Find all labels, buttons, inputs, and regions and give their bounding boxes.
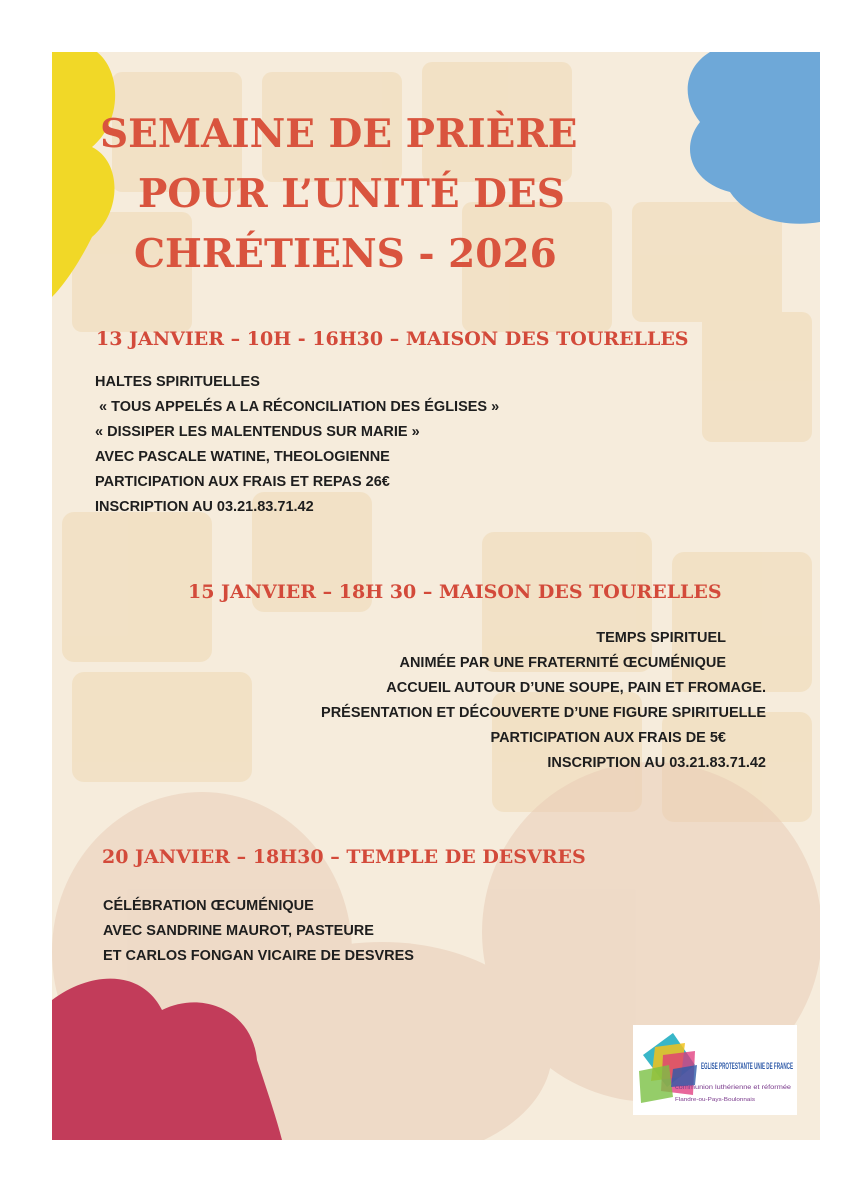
event-1-header: 13 JANVIER – 10H - 16H30 – MAISON DES TOURELLES bbox=[96, 328, 689, 350]
event-2-line: TEMPS SPIRITUEL bbox=[596, 630, 726, 646]
event-3-line: ET CARLOS FONGAN VICAIRE DE DESVRES bbox=[103, 948, 414, 964]
event-1-line: « TOUS APPELÉS A LA RÉCONCILIATION DES ÉGLISES » bbox=[95, 399, 500, 415]
event-3-details bbox=[103, 894, 414, 969]
logo-region: Flandre-ou-Pays-Boulonnais bbox=[675, 1097, 756, 1103]
event-2-line: ACCUEIL AUTOUR D’UNE SOUPE, PAIN ET FROMAGE. bbox=[386, 680, 766, 696]
event-1-line: INSCRIPTION AU 03.21.83.71.42 bbox=[95, 499, 314, 515]
event-2-line: INSCRIPTION AU 03.21.83.71.42 bbox=[547, 755, 766, 771]
event-1-details bbox=[95, 370, 499, 520]
title-line-1: SEMAINE DE PRIÈRE bbox=[100, 111, 578, 157]
epudf-logo bbox=[633, 1025, 797, 1115]
event-3-line: CÉLÉBRATION ŒCUMÉNIQUE bbox=[103, 898, 314, 914]
poster bbox=[52, 52, 820, 1140]
event-1-line: HALTES SPIRITUELLES bbox=[95, 374, 260, 390]
event-2-header: 15 JANVIER – 18H 30 – MAISON DES TOURELLES bbox=[188, 581, 722, 603]
event-2-line: PRÉSENTATION ET DÉCOUVERTE D’UNE FIGURE SPIRITUELLE bbox=[321, 705, 766, 721]
event-2-line: PARTICIPATION AUX FRAIS DE 5€ bbox=[490, 730, 726, 746]
title-line-2: POUR L’UNITÉ DES bbox=[138, 171, 565, 217]
magenta-blob bbox=[52, 970, 292, 1140]
title-line-3: CHRÉTIENS - 2026 bbox=[134, 231, 557, 277]
event-3-line: AVEC SANDRINE MAUROT, PASTEURE bbox=[103, 923, 374, 939]
event-1-line: AVEC PASCALE WATINE, THEOLOGIENNE bbox=[95, 449, 390, 465]
event-2-line: ANIMÉE PAR UNE FRATERNITÉ ŒCUMÉNIQUE bbox=[399, 655, 726, 671]
logo-tagline: communion luthérienne et réformée bbox=[675, 1085, 792, 1091]
logo-graphic bbox=[633, 1025, 797, 1115]
poster-title bbox=[100, 104, 700, 284]
blue-blob bbox=[680, 52, 820, 227]
event-1-line: PARTICIPATION AUX FRAIS ET REPAS 26€ bbox=[95, 474, 390, 490]
event-2-details bbox=[321, 626, 766, 776]
event-3-header: 20 JANVIER – 18H30 – TEMPLE DE DESVRES bbox=[102, 846, 586, 868]
event-1-line: « DISSIPER LES MALENTENDUS SUR MARIE » bbox=[95, 424, 420, 440]
logo-name: EGLISE PROTESTANTE UNIE DE FRANCE bbox=[701, 1061, 793, 1072]
